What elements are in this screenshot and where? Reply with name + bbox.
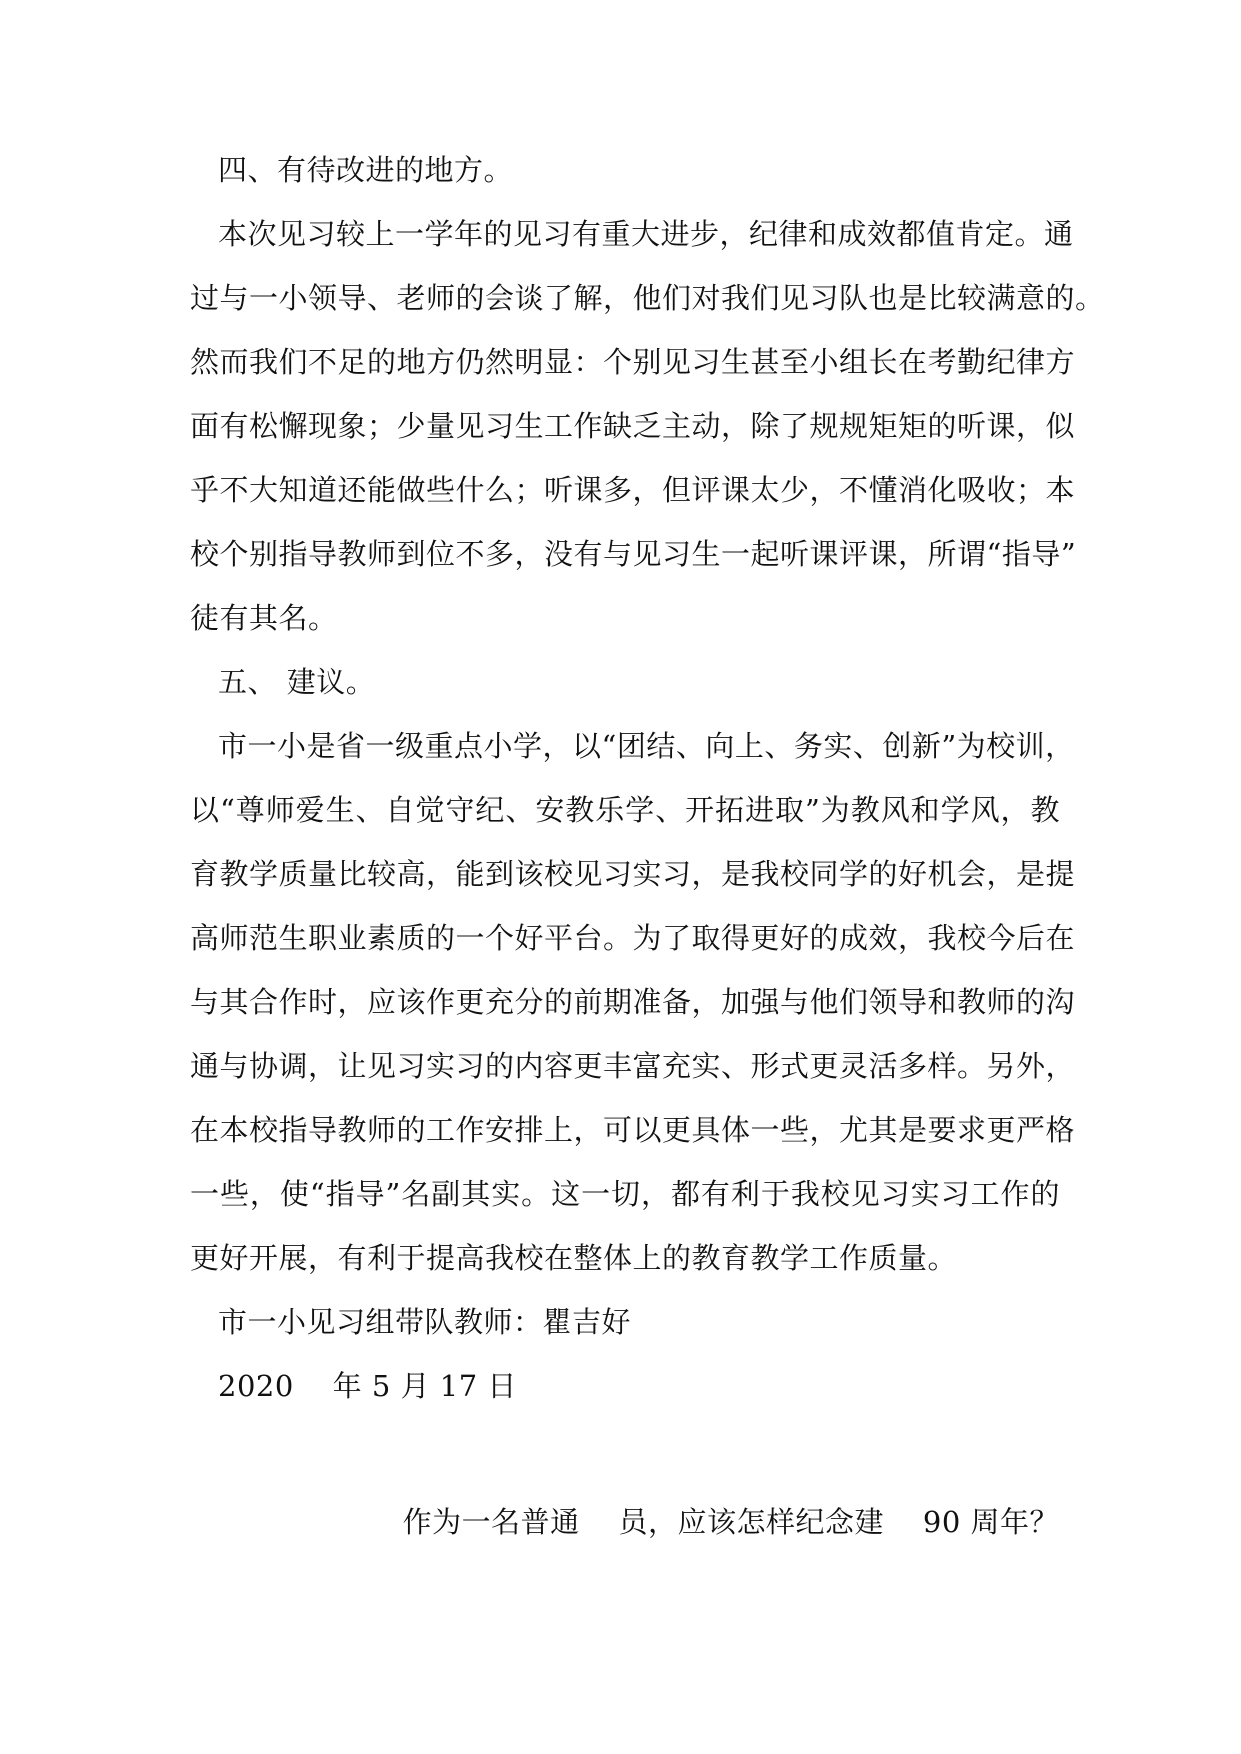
paragraph-line: 校个别指导教师到位不多，没有与见习生一起听课评课，所谓“指导” bbox=[190, 537, 1077, 571]
paragraph-line: 在本校指导教师的工作安排上，可以更具体一些，尤其是要求更严格 bbox=[190, 1113, 1076, 1147]
paragraph-line: 徒有其名。 bbox=[190, 601, 338, 635]
section-heading-5: 五、 建议。 bbox=[218, 665, 376, 699]
paragraph-line: 高师范生职业素质的一个好平台。为了取得更好的成效，我校今后在 bbox=[190, 921, 1076, 955]
paragraph-line: 通与协调，让见习实习的内容更丰富充实、形式更灵活多样。另外， bbox=[190, 1049, 1076, 1083]
paragraph-line: 过与一小领导、老师的会谈了解，他们对我们见习队也是比较满意的。 bbox=[190, 281, 1105, 315]
next-article-title: 作为一名普通 员，应该怎样纪念建 90 周年？ bbox=[402, 1505, 1059, 1539]
paragraph-line: 市一小是省一级重点小学，以“团结、向上、务实、创新”为校训， bbox=[218, 729, 1075, 763]
paragraph-line: 育教学质量比较高，能到该校见习实习，是我校同学的好机会，是提 bbox=[190, 857, 1076, 891]
paragraph-line: 面有松懈现象；少量见习生工作缺乏主动，除了规规矩矩的听课，似 bbox=[190, 409, 1076, 443]
paragraph-line: 以“尊师爱生、自觉守纪、安教乐学、开拓进取”为教风和学风，教 bbox=[190, 793, 1060, 827]
paragraph-line: 与其合作时，应该作更充分的前期准备，加强与他们领导和教师的沟 bbox=[190, 985, 1076, 1019]
signature-line: 市一小见习组带队教师：瞿吉好 bbox=[218, 1305, 632, 1339]
paragraph-line: 乎不大知道还能做些什么；听课多，但评课太少，不懂消化吸收；本 bbox=[190, 473, 1076, 507]
paragraph-line: 一些，使“指导”名副其实。这一切，都有利于我校见习实习工作的 bbox=[190, 1177, 1060, 1211]
paragraph-line: 然而我们不足的地方仍然明显：个别见习生甚至小组长在考勤纪律方 bbox=[190, 345, 1076, 379]
paragraph-line: 本次见习较上一学年的见习有重大进步，纪律和成效都值肯定。通 bbox=[218, 217, 1074, 251]
section-heading-4: 四、有待改进的地方。 bbox=[218, 153, 514, 187]
paragraph-line: 更好开展，有利于提高我校在整体上的教育教学工作质量。 bbox=[190, 1241, 958, 1275]
date-line: 2020 年 5 月 17 日 bbox=[218, 1369, 517, 1403]
